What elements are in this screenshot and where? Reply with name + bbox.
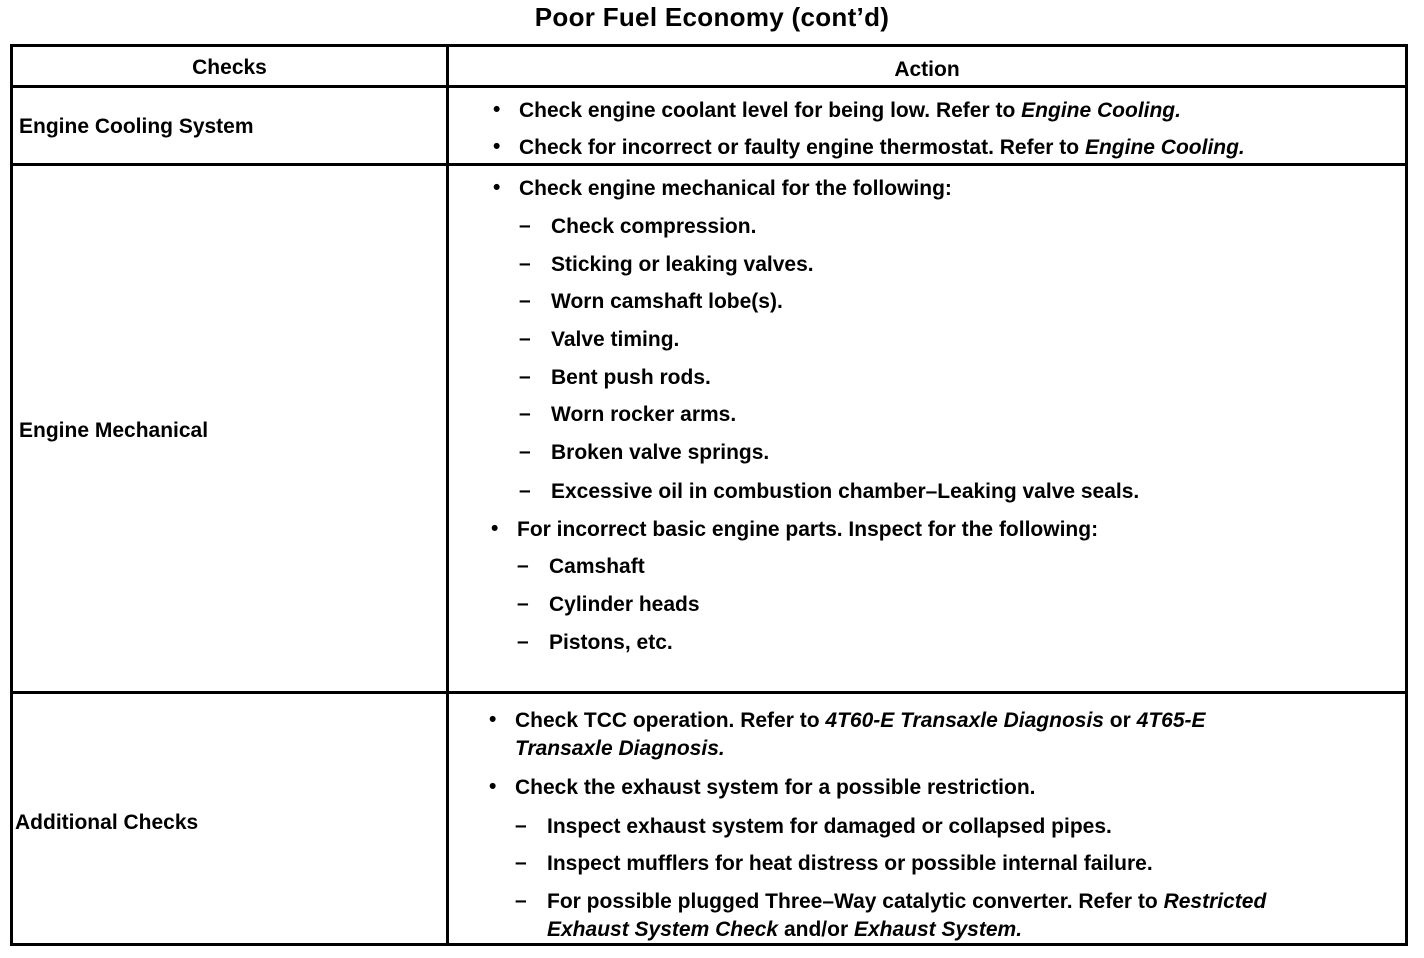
- dash-icon: –: [515, 814, 527, 837]
- column-divider: [446, 47, 449, 943]
- action-subitem: Worn rocker arms.: [551, 403, 737, 426]
- action-subitem: Cylinder heads: [549, 593, 700, 616]
- header-checks: Checks: [192, 56, 267, 79]
- action-item: Check for incorrect or faulty engine thermostat. Refer to Engine Cooling.: [519, 136, 1245, 159]
- check-label: Engine Mechanical: [19, 419, 209, 442]
- action-subitem: Inspect exhaust system for damaged or collapsed pipes.: [547, 815, 1112, 838]
- bullet-icon: •: [493, 176, 501, 199]
- action-subitem: Sticking or leaking valves.: [551, 253, 814, 276]
- action-subitem: Broken valve springs.: [551, 441, 770, 464]
- action-subitem: Check compression.: [551, 215, 757, 238]
- dash-icon: –: [515, 851, 527, 874]
- action-subitem: Inspect mufflers for heat distress or possible internal failure.: [547, 852, 1153, 875]
- action-subitem: For possible plugged Three–Way catalytic converter. Refer to Restricted: [547, 890, 1267, 913]
- action-subitem-continued: Exhaust System Check and/or Exhaust System.: [547, 918, 1023, 941]
- page-title: Poor Fuel Economy (cont’d): [534, 2, 890, 32]
- action-item: Check TCC operation. Refer to 4T60-E Transaxle Diagnosis or 4T65-E: [515, 709, 1206, 732]
- dash-icon: –: [519, 479, 531, 502]
- dash-icon: –: [517, 630, 529, 653]
- bullet-icon: •: [493, 135, 501, 158]
- diagnostic-table: [10, 44, 1408, 946]
- dash-icon: –: [517, 554, 529, 577]
- action-subitem: Valve timing.: [551, 328, 680, 351]
- dash-icon: –: [519, 365, 531, 388]
- dash-icon: –: [519, 327, 531, 350]
- dash-icon: –: [519, 252, 531, 275]
- dash-icon: –: [519, 214, 531, 237]
- action-subitem: Excessive oil in combustion chamber–Leaking valve seals.: [551, 480, 1140, 503]
- header-divider: [13, 85, 1405, 88]
- check-label: Additional Checks: [15, 811, 199, 834]
- bullet-icon: •: [491, 517, 499, 540]
- action-subitem: Camshaft: [549, 555, 645, 578]
- dash-icon: –: [515, 889, 527, 912]
- action-subitem: Pistons, etc.: [549, 631, 673, 654]
- bullet-icon: •: [493, 98, 501, 121]
- action-subitem: Worn camshaft lobe(s).: [551, 290, 783, 313]
- action-item-continued: Transaxle Diagnosis.: [515, 737, 725, 760]
- action-item: Check the exhaust system for a possible restriction.: [515, 776, 1036, 799]
- dash-icon: –: [519, 289, 531, 312]
- dash-icon: –: [517, 592, 529, 615]
- header-action: Action: [894, 58, 960, 81]
- action-item: Check engine mechanical for the following:: [519, 177, 952, 200]
- action-subitem: Bent push rods.: [551, 366, 711, 389]
- bullet-icon: •: [489, 775, 497, 798]
- action-item: Check engine coolant level for being low. Refer to Engine Cooling.: [519, 99, 1181, 122]
- bullet-icon: •: [489, 708, 497, 731]
- row-divider: [13, 163, 1405, 166]
- action-item: For incorrect basic engine parts. Inspect for the following:: [517, 518, 1099, 541]
- row-divider: [13, 691, 1405, 694]
- dash-icon: –: [519, 402, 531, 425]
- dash-icon: –: [519, 440, 531, 463]
- check-label: Engine Cooling System: [19, 115, 254, 138]
